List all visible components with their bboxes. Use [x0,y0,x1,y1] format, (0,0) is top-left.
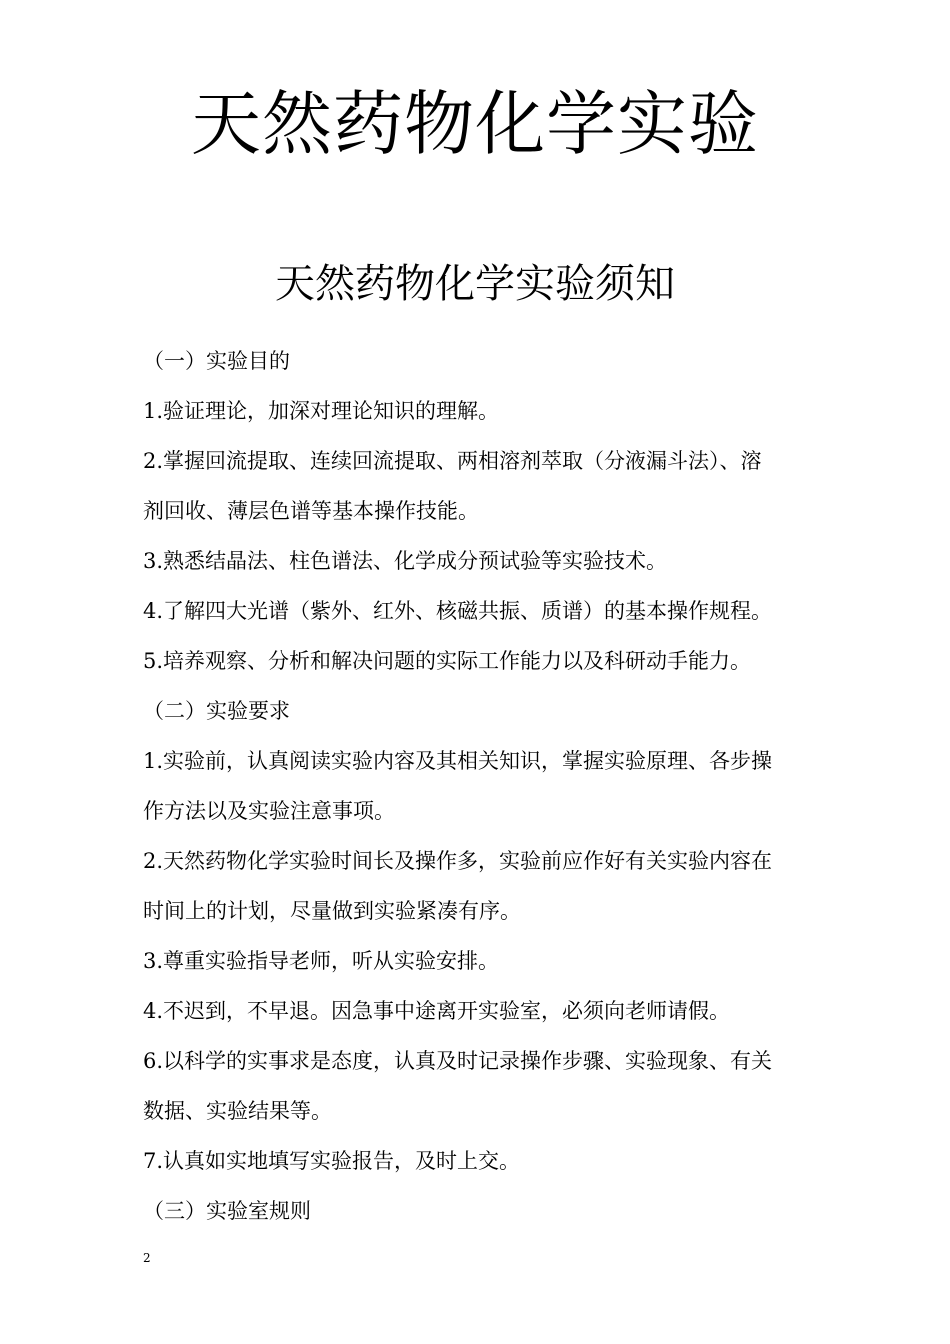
paragraph-line: 6.以科学的实事求是态度，认真及时记录操作步骤、实验现象、有关 [143,1049,773,1073]
paragraph-line: 7.认真如实地填写实验报告，及时上交。 [143,1149,521,1173]
paragraph-line: 2.掌握回流提取、连续回流提取、两相溶剂萃取（分液漏斗法）、溶 [143,449,762,473]
paragraph-line: 1.验证理论，加深对理论知识的理解。 [143,399,500,423]
section-heading-purpose: （一）实验目的 [143,349,290,373]
paragraph-line: 3.熟悉结晶法、柱色谱法、化学成分预试验等实验技术。 [143,549,668,573]
paragraph-line: 时间上的计划，尽量做到实验紧凑有序。 [143,899,521,923]
page-number: 2 [143,1251,151,1265]
paragraph-line: 数据、实验结果等。 [143,1099,332,1123]
paragraph-line: 4.了解四大光谱（紫外、红外、核磁共振、质谱）的基本操作规程。 [143,599,773,623]
paragraph-line: 3.尊重实验指导老师，听从实验安排。 [143,949,500,973]
paragraph-line: 5.培养观察、分析和解决问题的实际工作能力以及科研动手能力。 [143,649,752,673]
document-subtitle: 天然药物化学实验须知 [275,261,675,307]
paragraph-line: 1.实验前，认真阅读实验内容及其相关知识，掌握实验原理、各步操 [143,749,773,773]
paragraph-line: 作方法以及实验注意事项。 [143,799,395,823]
section-heading-lab-rules: （三）实验室规则 [143,1199,311,1223]
paragraph-line: 4.不迟到，不早退。因急事中途离开实验室，必须向老师请假。 [143,999,731,1023]
document-title: 天然药物化学实验 [191,83,759,165]
section-heading-requirements: （二）实验要求 [143,699,290,723]
document-body [143,336,823,1236]
paragraph-line: 2.天然药物化学实验时间长及操作多，实验前应作好有关实验内容在 [143,849,773,873]
paragraph-line: 剂回收、薄层色谱等基本操作技能。 [143,499,479,523]
